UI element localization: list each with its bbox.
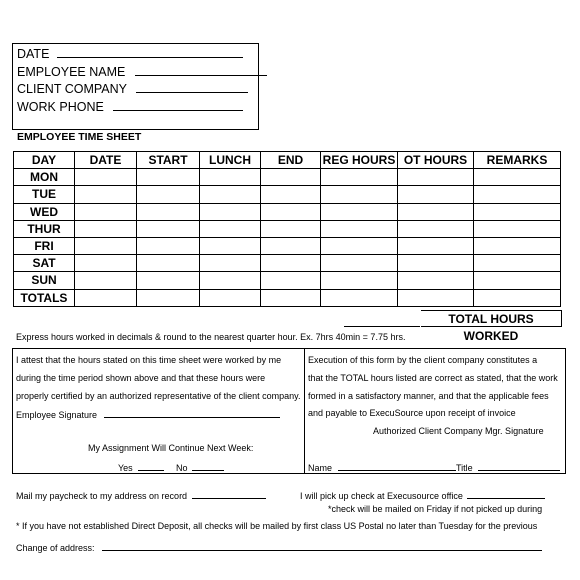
total-ot-hours-cell[interactable] bbox=[398, 289, 474, 306]
day-cell: WED bbox=[14, 203, 75, 220]
attest-line-3: properly certified by an authorized representative of the client company. bbox=[16, 391, 301, 401]
ot-hours-cell[interactable] bbox=[398, 237, 474, 254]
day-cell: SAT bbox=[14, 255, 75, 272]
employee-name-field[interactable] bbox=[17, 64, 254, 82]
client-line-2: that the TOTAL hours listed are correct as stated, that the work bbox=[308, 373, 558, 383]
client-title-label: Title bbox=[456, 463, 473, 473]
start-cell[interactable] bbox=[137, 272, 200, 289]
end-cell[interactable] bbox=[261, 186, 321, 203]
totals-row bbox=[14, 289, 561, 306]
employee-info-box bbox=[12, 43, 259, 130]
lunch-cell[interactable] bbox=[200, 203, 261, 220]
end-cell[interactable] bbox=[261, 169, 321, 186]
reg-hours-cell[interactable] bbox=[321, 186, 398, 203]
total-date-cell[interactable] bbox=[75, 289, 137, 306]
ot-hours-cell[interactable] bbox=[398, 220, 474, 237]
employee-attestation-box bbox=[12, 348, 305, 474]
client-line-1: Execution of this form by the client company constitutes a bbox=[308, 355, 538, 365]
employee-signature-line[interactable] bbox=[104, 408, 280, 418]
date-cell[interactable] bbox=[75, 186, 137, 203]
start-cell[interactable] bbox=[137, 220, 200, 237]
work-phone-label: WORK PHONE bbox=[17, 99, 104, 114]
remarks-cell[interactable] bbox=[474, 203, 561, 220]
client-execution-box bbox=[304, 348, 566, 474]
client-title-field[interactable] bbox=[456, 461, 560, 473]
reg-hours-cell[interactable] bbox=[321, 220, 398, 237]
end-cell[interactable] bbox=[261, 203, 321, 220]
lunch-cell[interactable] bbox=[200, 186, 261, 203]
total-reg-hours-cell[interactable] bbox=[321, 289, 398, 306]
date-line[interactable] bbox=[57, 48, 243, 58]
header-start: START bbox=[137, 152, 200, 169]
table-row bbox=[14, 237, 561, 254]
lunch-cell[interactable] bbox=[200, 237, 261, 254]
header-remarks: REMARKS bbox=[474, 152, 561, 169]
total-remarks-cell[interactable] bbox=[474, 289, 561, 306]
no-line[interactable] bbox=[192, 461, 224, 471]
client-name-label: Name bbox=[308, 463, 333, 473]
change-of-address-field[interactable] bbox=[16, 541, 542, 553]
remarks-cell[interactable] bbox=[474, 169, 561, 186]
header-date: DATE bbox=[75, 152, 137, 169]
total-start-cell[interactable] bbox=[137, 289, 200, 306]
date-field[interactable] bbox=[17, 46, 254, 64]
work-phone-line[interactable] bbox=[113, 101, 243, 111]
reg-hours-cell[interactable] bbox=[321, 169, 398, 186]
ot-hours-cell[interactable] bbox=[398, 272, 474, 289]
start-cell[interactable] bbox=[137, 169, 200, 186]
mail-paycheck-label: Mail my paycheck to my address on record bbox=[16, 491, 188, 501]
start-cell[interactable] bbox=[137, 186, 200, 203]
yes-field[interactable] bbox=[118, 461, 164, 473]
remarks-cell[interactable] bbox=[474, 255, 561, 272]
table-row bbox=[14, 255, 561, 272]
end-cell[interactable] bbox=[261, 272, 321, 289]
remarks-cell[interactable] bbox=[474, 237, 561, 254]
no-label: No bbox=[176, 463, 188, 473]
employee-name-label: EMPLOYEE NAME bbox=[17, 64, 126, 79]
client-line-4: and payable to ExecuSource upon receipt of invoice bbox=[308, 408, 516, 418]
lunch-cell[interactable] bbox=[200, 220, 261, 237]
start-cell[interactable] bbox=[137, 203, 200, 220]
client-signature-label: Authorized Client Company Mgr. Signature bbox=[373, 426, 544, 436]
attest-line-2: during the time period shown above and that these hours were bbox=[16, 373, 266, 383]
table-header-row bbox=[14, 152, 561, 169]
day-cell: MON bbox=[14, 169, 75, 186]
day-cell: THUR bbox=[14, 220, 75, 237]
total-end-cell[interactable] bbox=[261, 289, 321, 306]
ot-hours-cell[interactable] bbox=[398, 169, 474, 186]
employee-signature-field[interactable] bbox=[16, 408, 280, 420]
end-cell[interactable] bbox=[261, 255, 321, 272]
start-cell[interactable] bbox=[137, 237, 200, 254]
reg-hours-cell[interactable] bbox=[321, 203, 398, 220]
yes-label: Yes bbox=[118, 463, 133, 473]
end-cell[interactable] bbox=[261, 220, 321, 237]
header-day: DAY bbox=[14, 152, 75, 169]
client-name-field[interactable] bbox=[308, 461, 456, 473]
date-cell[interactable] bbox=[75, 255, 137, 272]
total-lunch-cell[interactable] bbox=[200, 289, 261, 306]
day-cell: FRI bbox=[14, 237, 75, 254]
table-row bbox=[14, 203, 561, 220]
totals-label-cell: TOTALS bbox=[14, 289, 75, 306]
header-end: END bbox=[261, 152, 321, 169]
day-cell: TUE bbox=[14, 186, 75, 203]
mail-friday-note: *check will be mailed on Friday if not picked up during bbox=[328, 504, 543, 514]
client-line-3: formed in a satisfactory manner, and that the applicable fees bbox=[308, 391, 549, 401]
remarks-cell[interactable] bbox=[474, 186, 561, 203]
remarks-cell[interactable] bbox=[474, 272, 561, 289]
table-row bbox=[14, 186, 561, 203]
employee-name-line[interactable] bbox=[135, 66, 267, 76]
total-hours-input-line[interactable] bbox=[344, 312, 420, 327]
date-cell[interactable] bbox=[75, 203, 137, 220]
date-label: DATE bbox=[17, 47, 50, 61]
ot-hours-cell[interactable] bbox=[398, 203, 474, 220]
date-cell[interactable] bbox=[75, 272, 137, 289]
no-field[interactable] bbox=[176, 461, 224, 473]
lunch-cell[interactable] bbox=[200, 169, 261, 186]
direct-deposit-note: * If you have not established Direct Deposit, all checks will be mailed by first class US Postal no later than Tuesday for the previous bbox=[16, 521, 538, 531]
mail-paycheck-field[interactable] bbox=[16, 489, 266, 501]
ot-hours-cell[interactable] bbox=[398, 255, 474, 272]
change-of-address-label: Change of address: bbox=[16, 543, 95, 553]
header-ot-hours: OT HOURS bbox=[398, 152, 474, 169]
client-company-line[interactable] bbox=[136, 83, 248, 93]
timesheet-table bbox=[13, 151, 561, 307]
table-row bbox=[14, 169, 561, 186]
pickup-check-label: I will pick up check at Execusource office bbox=[300, 491, 463, 501]
remarks-cell[interactable] bbox=[474, 220, 561, 237]
ot-hours-cell[interactable] bbox=[398, 186, 474, 203]
day-cell: SUN bbox=[14, 272, 75, 289]
assignment-question: My Assignment Will Continue Next Week: bbox=[88, 443, 254, 453]
total-hours-worked-label: TOTAL HOURS WORKED bbox=[421, 310, 562, 327]
pickup-check-field[interactable] bbox=[300, 489, 545, 501]
change-of-address-line[interactable] bbox=[102, 541, 542, 551]
mail-paycheck-line[interactable] bbox=[192, 489, 266, 499]
date-cell[interactable] bbox=[75, 220, 137, 237]
table-row bbox=[14, 272, 561, 289]
lunch-cell[interactable] bbox=[200, 255, 261, 272]
attest-line-1: I attest that the hours stated on this time sheet were worked by me bbox=[16, 355, 282, 365]
reg-hours-cell[interactable] bbox=[321, 237, 398, 254]
employee-signature-label: Employee Signature bbox=[16, 410, 98, 420]
client-title-line[interactable] bbox=[478, 461, 560, 471]
work-phone-field[interactable] bbox=[17, 99, 254, 117]
end-cell[interactable] bbox=[261, 237, 321, 254]
client-company-field[interactable] bbox=[17, 81, 254, 99]
header-lunch: LUNCH bbox=[200, 152, 261, 169]
client-company-label: CLIENT COMPANY bbox=[17, 82, 127, 96]
express-hours-note: Express hours worked in decimals & round to the nearest quarter hour. Ex. 7hrs 40min = 7.75 hrs. bbox=[16, 332, 406, 342]
yes-line[interactable] bbox=[138, 461, 164, 471]
client-name-line[interactable] bbox=[338, 461, 456, 471]
table-row bbox=[14, 220, 561, 237]
lunch-cell[interactable] bbox=[200, 272, 261, 289]
reg-hours-cell[interactable] bbox=[321, 255, 398, 272]
pickup-check-line[interactable] bbox=[467, 489, 545, 499]
date-cell[interactable] bbox=[75, 237, 137, 254]
section-title: EMPLOYEE TIME SHEET bbox=[17, 131, 142, 143]
date-cell[interactable] bbox=[75, 169, 137, 186]
reg-hours-cell[interactable] bbox=[321, 272, 398, 289]
header-reg-hours: REG HOURS bbox=[321, 152, 398, 169]
start-cell[interactable] bbox=[137, 255, 200, 272]
